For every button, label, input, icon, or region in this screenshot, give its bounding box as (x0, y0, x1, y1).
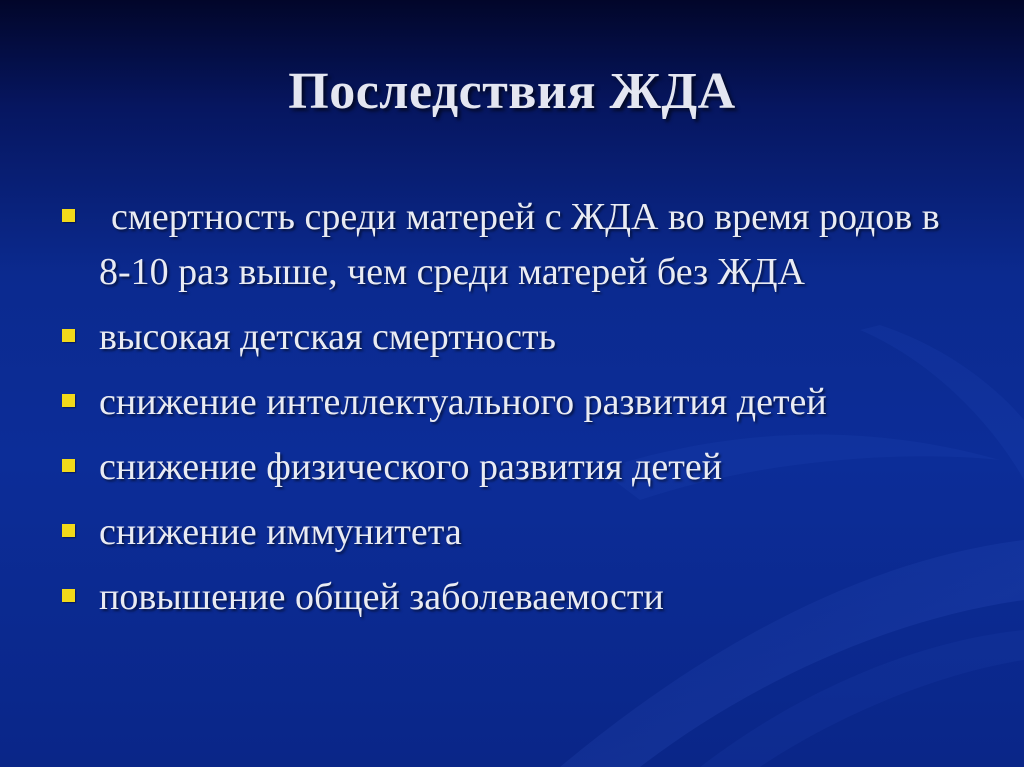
bullet-text: снижение иммунитета (99, 511, 462, 553)
bullet-item-child-mortality (60, 310, 980, 365)
bullet-text: повышение общей заболеваемости (99, 576, 664, 618)
slide-title: Последствия ЖДА (288, 63, 736, 120)
bullet-item-morbidity (60, 570, 980, 625)
bullet-text: снижение физического развития детей (99, 446, 723, 488)
square-bullet-icon (62, 459, 75, 472)
bullet-text: высокая детская смертность (99, 316, 556, 358)
square-bullet-icon (62, 209, 75, 222)
square-bullet-icon (62, 329, 75, 342)
bullet-text: снижение интеллектуального развития детей (99, 381, 827, 423)
bullet-text: смертность среди матерей с ЖДА во время родов в 8-10 раз выше, чем среди матерей без ЖДА (99, 196, 940, 293)
bullet-item-physical-development (60, 440, 980, 495)
bullet-item-intellectual-development (60, 375, 980, 430)
bullet-item-immunity (60, 505, 980, 560)
square-bullet-icon (62, 394, 75, 407)
bullet-list (60, 190, 980, 635)
bullet-item-maternal-mortality (60, 190, 980, 300)
square-bullet-icon (62, 589, 75, 602)
square-bullet-icon (62, 524, 75, 537)
